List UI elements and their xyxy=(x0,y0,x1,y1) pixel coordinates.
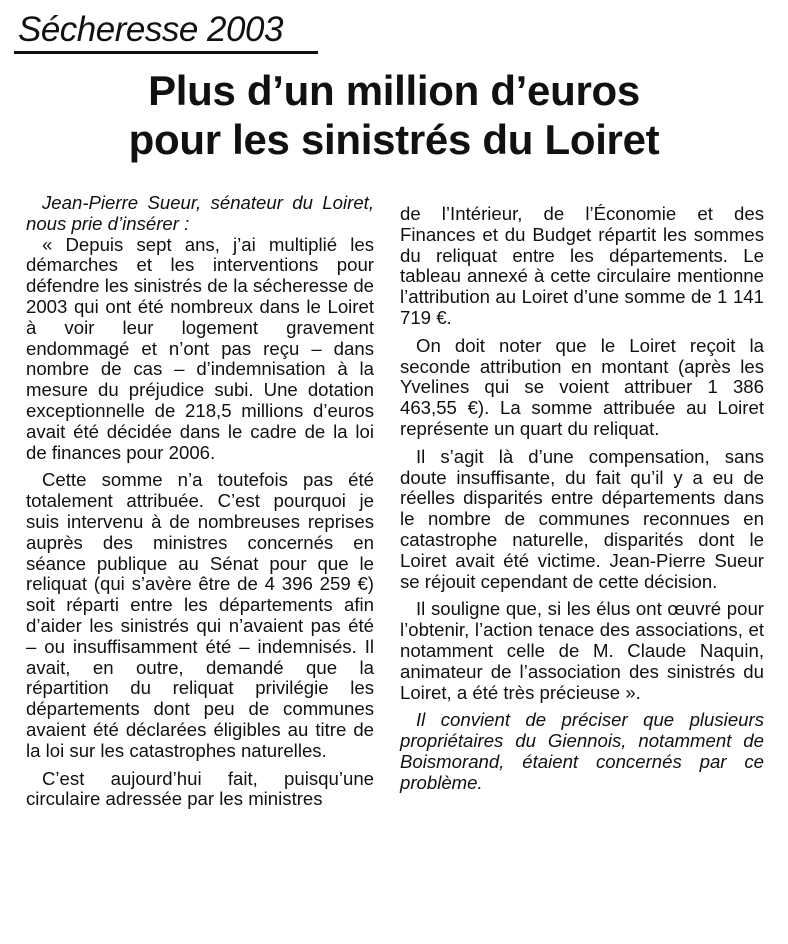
section-rubric: Sécheresse 2003 xyxy=(18,10,283,49)
article-paragraph: Il s’agit là d’une compensation, sans doute insuffisante, du fait qu’il y a eu de réelles disparités entre départements dans le nombre de communes reconnues en catastrophe naturelle, disparités dont le Loiret avait été victime. Jean-Pierre Sueur se réjouit cependant de cette décision. xyxy=(400,445,764,592)
article-paragraph: C’est aujourd’hui fait, puisqu’une circulaire adressée par les ministres xyxy=(26,767,374,810)
article-column-right xyxy=(400,204,764,794)
article-paragraph: Il souligne que, si les élus ont œuvré pour l’obtenir, l’action tenace des associations, et notamment celle de M. Claude Naquin, animateur de l’association des sinistrés du Loiret, a été très précieuse ». xyxy=(400,598,764,703)
article-closing-note: Il convient de préciser que plusieurs propriétaires du Giennois, notamment de Boismorand, étaient concernés par ce problème. xyxy=(400,709,764,793)
article-column-left xyxy=(26,193,374,810)
article-paragraph: « Depuis sept ans, j’ai multiplié les démarches et les interventions pour défendre les sinistrés de la sécheresse de 2003 qui ont été nombreux dans le Loiret à voir leur logement gravement endommagé et n’ont pas reçu – dans nombre de cas – d’indemnisation à la mesure du préjudice subi. Une dotation exceptionnelle de 218,5 millions d’euros avait été décidée dans le cadre de la loi de finances pour 2006. xyxy=(26,233,374,463)
article-intro: Jean-Pierre Sueur, sénateur du Loiret, nous prie d’insérer : xyxy=(26,192,374,234)
article-paragraph: Cette somme n’a toutefois pas été totalement attribuée. C’est pourquoi je suis intervenu à de nombreuses reprises auprès des ministres concernés en séance publique au Sénat pour que le reliquat (qui s’avère être de 4 396 259 €) soit réparti entre les départements afin d’aider les sinistrés qui n’avaient pas été – ou insuffisamment été – indemnisés. Il avait, en outre, demandé que la répartition du reliquat privilégie les départements dont peu de communes avaient été déclarées éligibles au titre de la loi sur les catastrophes naturelles. xyxy=(26,469,374,761)
article-headline xyxy=(0,66,788,164)
article-paragraph: On doit noter que le Loiret reçoit la seconde attribution en montant (après les Yvelines qui se voient attribuer 1 386 463,55 €). La somme attribuée au Loiret représente un quart du reliquat. xyxy=(400,334,764,439)
article-paragraph: de l’Intérieur, de l’Économie et des Finances et du Budget répartit les sommes du reliquat entre les départements. Le tableau annexé à cette circulaire mentionne l’attribution au Loiret d’une somme de 1 141 719 €. xyxy=(400,203,764,328)
rubric-underline xyxy=(14,51,318,54)
headline-line-1: Plus d’un million d’euros xyxy=(148,67,640,114)
headline-line-2: pour les sinistrés du Loiret xyxy=(128,116,660,163)
